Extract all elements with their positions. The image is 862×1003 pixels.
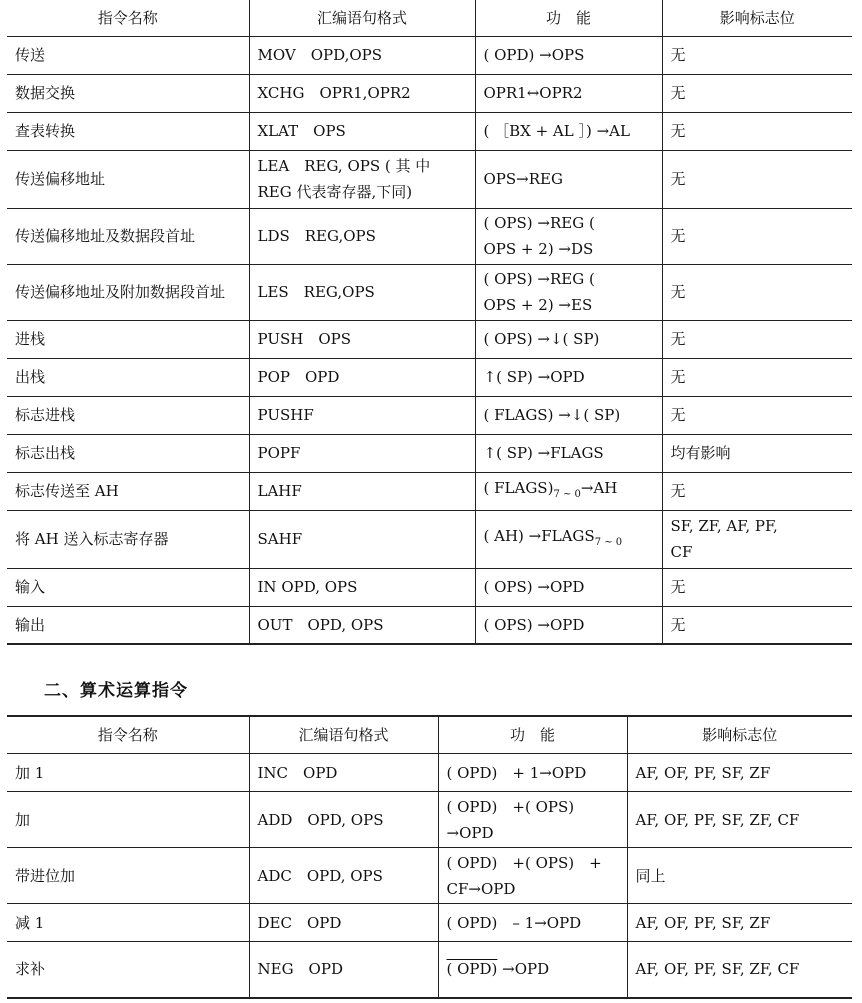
header-function: 功 能 xyxy=(438,716,627,754)
cell-syntax: MOV OPD,OPS xyxy=(249,36,475,74)
cell-syntax: INC OPD xyxy=(249,754,438,792)
cell-name: 进栈 xyxy=(7,320,249,358)
table-row xyxy=(7,606,852,644)
cell-name: 传送偏移地址及附加数据段首址 xyxy=(7,264,249,320)
table-row xyxy=(7,264,852,320)
cell-syntax: PUSH OPS xyxy=(249,320,475,358)
cell-function: ( OPD) +( OPS) →OPD xyxy=(438,792,627,848)
cell-name: 输出 xyxy=(7,606,249,644)
cell-name: 传送偏移地址 xyxy=(7,150,249,208)
cell-function xyxy=(475,472,662,510)
function-text: ( AH) →FLAGS xyxy=(483,526,595,545)
cell-name: 将 AH 送入标志寄存器 xyxy=(7,510,249,568)
table-row xyxy=(7,792,852,848)
cell-name: 传送偏移地址及数据段首址 xyxy=(7,208,249,264)
cell-name: 标志进栈 xyxy=(7,396,249,434)
function-subscript: 7 ~ 0 xyxy=(553,488,581,500)
cell-flags: 无 xyxy=(662,568,852,606)
function-text: ( FLAGS) xyxy=(483,478,554,497)
section-title: 二、算术运算指令 xyxy=(44,681,188,701)
cell-syntax: POP OPD xyxy=(249,358,475,396)
cell-syntax: LAHF xyxy=(249,472,475,510)
table-row xyxy=(7,472,852,510)
table-row xyxy=(7,568,852,606)
cell-flags: AF, OF, PF, SF, ZF, CF xyxy=(627,942,852,998)
cell-name: 输入 xyxy=(7,568,249,606)
cell-name: 求补 xyxy=(7,942,249,998)
cell-syntax: XCHG OPR1,OPR2 xyxy=(249,74,475,112)
cell-flags: 无 xyxy=(662,74,852,112)
table-header-row xyxy=(7,716,852,754)
cell-function: ↑( SP) →FLAGS xyxy=(475,434,662,472)
cell-flags: 无 xyxy=(662,264,852,320)
table-row xyxy=(7,434,852,472)
cell-function: ( OPS) →↓( SP) xyxy=(475,320,662,358)
cell-function: ( OPS) →REG ( OPS + 2) →ES xyxy=(475,264,662,320)
cell-syntax: XLAT OPS xyxy=(249,112,475,150)
cell-flags: 无 xyxy=(662,606,852,644)
cell-flags: 无 xyxy=(662,208,852,264)
cell-name: 出栈 xyxy=(7,358,249,396)
function-text: →AH xyxy=(580,478,618,497)
cell-name: 标志出栈 xyxy=(7,434,249,472)
cell-function: ( FLAGS) →↓( SP) xyxy=(475,396,662,434)
cell-syntax: LDS REG,OPS xyxy=(249,208,475,264)
cell-function: ( OPD) – 1→OPD xyxy=(438,904,627,942)
cell-flags: SF, ZF, AF, PF, CF xyxy=(662,510,852,568)
table-row xyxy=(7,208,852,264)
function-overline-text: ( OPD) xyxy=(446,960,498,979)
cell-flags: AF, OF, PF, SF, ZF xyxy=(627,754,852,792)
cell-syntax: POPF xyxy=(249,434,475,472)
cell-function: ( OPS) →REG ( OPS + 2) →DS xyxy=(475,208,662,264)
cell-name: 带进位加 xyxy=(7,848,249,904)
table-row xyxy=(7,112,852,150)
cell-syntax: IN OPD, OPS xyxy=(249,568,475,606)
table-row xyxy=(7,74,852,112)
cell-syntax: ADC OPD, OPS xyxy=(249,848,438,904)
function-text: →OPD xyxy=(497,960,550,979)
function-subscript: 7 ~ 0 xyxy=(594,536,623,548)
cell-flags: 无 xyxy=(662,472,852,510)
cell-syntax: OUT OPD, OPS xyxy=(249,606,475,644)
cell-flags: 无 xyxy=(662,396,852,434)
cell-function xyxy=(475,510,662,568)
header-syntax: 汇编语句格式 xyxy=(249,716,438,754)
cell-name: 减 1 xyxy=(7,904,249,942)
cell-syntax: PUSHF xyxy=(249,396,475,434)
cell-syntax: NEG OPD xyxy=(249,942,438,998)
header-syntax: 汇编语句格式 xyxy=(249,0,475,36)
cell-syntax: SAHF xyxy=(249,510,475,568)
table-row xyxy=(7,904,852,942)
cell-syntax: ADD OPD, OPS xyxy=(249,792,438,848)
cell-flags: 无 xyxy=(662,150,852,208)
table-row xyxy=(7,510,852,568)
table-row xyxy=(7,754,852,792)
table-row xyxy=(7,150,852,208)
cell-name: 查表转换 xyxy=(7,112,249,150)
cell-flags: 无 xyxy=(662,358,852,396)
arithmetic-table xyxy=(7,715,852,999)
cell-function xyxy=(438,942,627,998)
header-name: 指令名称 xyxy=(7,716,249,754)
cell-name: 传送 xyxy=(7,36,249,74)
cell-syntax: DEC OPD xyxy=(249,904,438,942)
table-row xyxy=(7,396,852,434)
cell-flags: 无 xyxy=(662,320,852,358)
cell-flags: 均有影响 xyxy=(662,434,852,472)
table-row xyxy=(7,320,852,358)
cell-function: ( OPD) + 1→OPD xyxy=(438,754,627,792)
header-flags: 影响标志位 xyxy=(662,0,852,36)
cell-flags: AF, OF, PF, SF, ZF xyxy=(627,904,852,942)
cell-flags: 无 xyxy=(662,36,852,74)
cell-function: ( OPS) →OPD xyxy=(475,568,662,606)
cell-function: ( OPD) +( OPS) + CF→OPD xyxy=(438,848,627,904)
cell-function: ( ［BX + AL ］) →AL xyxy=(475,112,662,150)
cell-function: ↑( SP) →OPD xyxy=(475,358,662,396)
header-flags: 影响标志位 xyxy=(627,716,852,754)
cell-function: ( OPD) →OPS xyxy=(475,36,662,74)
cell-name: 数据交换 xyxy=(7,74,249,112)
cell-name: 加 1 xyxy=(7,754,249,792)
table-row xyxy=(7,36,852,74)
cell-syntax: LES REG,OPS xyxy=(249,264,475,320)
header-name: 指令名称 xyxy=(7,0,249,36)
header-function: 功 能 xyxy=(475,0,662,36)
table-header-row xyxy=(7,0,852,36)
cell-function: ( OPS) →OPD xyxy=(475,606,662,644)
cell-function: OPR1↔OPR2 xyxy=(475,74,662,112)
table-row xyxy=(7,358,852,396)
table-row xyxy=(7,848,852,904)
cell-syntax: LEA REG, OPS ( 其 中 REG 代表寄存器,下同) xyxy=(249,150,475,208)
cell-name: 标志传送至 AH xyxy=(7,472,249,510)
cell-function: OPS→REG xyxy=(475,150,662,208)
cell-flags: 同上 xyxy=(627,848,852,904)
cell-flags: 无 xyxy=(662,112,852,150)
cell-name: 加 xyxy=(7,792,249,848)
cell-flags: AF, OF, PF, SF, ZF, CF xyxy=(627,792,852,848)
data-transfer-table xyxy=(7,0,852,645)
table-row xyxy=(7,942,852,998)
